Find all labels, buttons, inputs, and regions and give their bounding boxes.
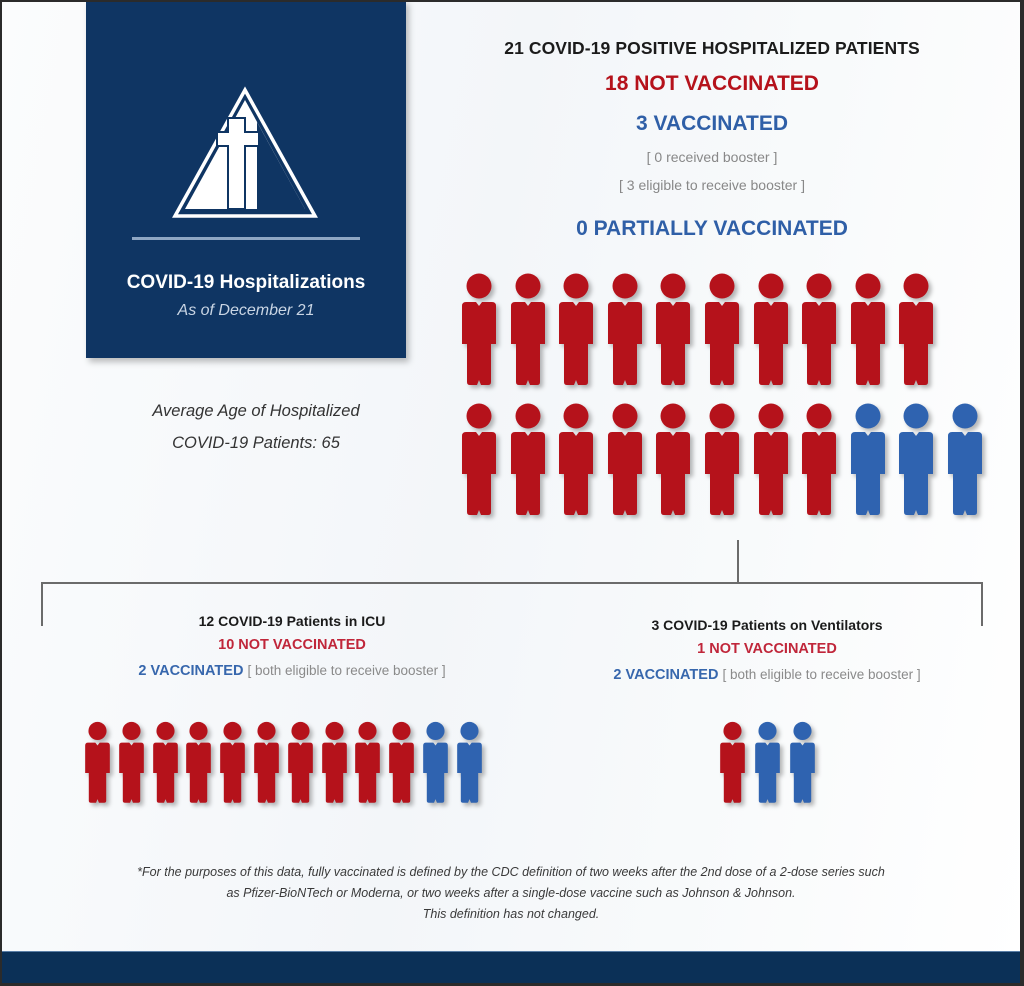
not-vaccinated-person-icon bbox=[320, 720, 349, 805]
not-vaccinated-person-icon bbox=[702, 272, 742, 387]
not-vaccinated-person-icon bbox=[605, 402, 645, 517]
icu-vaccinated-line bbox=[62, 658, 522, 683]
not-vaccinated-person-icon bbox=[218, 720, 247, 805]
not-vaccinated-person-icon bbox=[556, 402, 596, 517]
summary-not-vaccinated: 18 NOT VACCINATED bbox=[605, 72, 819, 95]
vaccinated-person-icon bbox=[788, 720, 817, 805]
not-vaccinated-person-icon bbox=[848, 272, 888, 387]
average-age-line1: Average Age of Hospitalized bbox=[152, 402, 360, 420]
icu-note: [ both eligible to receive booster ] bbox=[247, 663, 446, 678]
ventilators-note: [ both eligible to receive booster ] bbox=[722, 667, 921, 682]
ventilators-block bbox=[537, 614, 997, 687]
ventilators-vaccinated: 2 VACCINATED bbox=[613, 667, 719, 683]
icu-block bbox=[62, 610, 522, 683]
title-divider bbox=[132, 237, 360, 240]
icu-vaccinated: 2 VACCINATED bbox=[138, 663, 244, 679]
vaccinated-person-icon bbox=[455, 720, 484, 805]
summary-vaccinated: 3 VACCINATED bbox=[635, 112, 789, 135]
not-vaccinated-person-icon bbox=[896, 272, 936, 387]
not-vaccinated-person-icon bbox=[508, 402, 548, 517]
not-vaccinated-person-icon bbox=[653, 272, 693, 387]
not-vaccinated-person-icon bbox=[459, 272, 499, 387]
icu-title: 12 COVID-19 Patients in ICU bbox=[198, 613, 386, 629]
connector-horizontal bbox=[41, 582, 983, 584]
title-panel bbox=[86, 2, 406, 358]
ventilators-vaccinated-line bbox=[537, 662, 997, 687]
summary-partially-vaccinated: 0 PARTIALLY VACCINATED bbox=[576, 217, 848, 240]
not-vaccinated-person-icon bbox=[508, 272, 548, 387]
not-vaccinated-person-icon bbox=[718, 720, 747, 805]
not-vaccinated-person-icon bbox=[151, 720, 180, 805]
average-age-line2: COVID-19 Patients: 65 bbox=[172, 434, 340, 452]
not-vaccinated-person-icon bbox=[353, 720, 382, 805]
vaccinated-person-icon bbox=[896, 402, 936, 517]
vaccinated-person-icon bbox=[753, 720, 782, 805]
not-vaccinated-person-icon bbox=[653, 402, 693, 517]
summary-title: 21 COVID-19 POSITIVE HOSPITALIZED PATIENTS bbox=[504, 38, 920, 58]
ventilators-title: 3 COVID-19 Patients on Ventilators bbox=[651, 617, 883, 633]
not-vaccinated-person-icon bbox=[556, 272, 596, 387]
not-vaccinated-person-icon bbox=[286, 720, 315, 805]
vaccinated-person-icon bbox=[421, 720, 450, 805]
not-vaccinated-person-icon bbox=[799, 272, 839, 387]
not-vaccinated-person-icon bbox=[252, 720, 281, 805]
average-age bbox=[96, 395, 416, 459]
connector-stem bbox=[737, 540, 739, 584]
not-vaccinated-person-icon bbox=[751, 272, 791, 387]
page-subtitle: As of December 21 bbox=[177, 302, 315, 319]
footnote-line1: *For the purposes of this data, fully vaccinated is defined by the CDC definition of two weeks after the 2nd dose of a 2-dose series such bbox=[137, 865, 885, 879]
footer-bar bbox=[2, 951, 1020, 983]
not-vaccinated-person-icon bbox=[702, 402, 742, 517]
vaccinated-person-icon bbox=[945, 402, 985, 517]
not-vaccinated-person-icon bbox=[459, 402, 499, 517]
not-vaccinated-person-icon bbox=[83, 720, 112, 805]
not-vaccinated-person-icon bbox=[387, 720, 416, 805]
footnote-line3: This definition has not changed. bbox=[422, 907, 600, 921]
summary-booster-received: [ 0 received booster ] bbox=[646, 149, 778, 165]
not-vaccinated-person-icon bbox=[184, 720, 213, 805]
triangle-cross-logo bbox=[171, 86, 319, 221]
not-vaccinated-person-icon bbox=[751, 402, 791, 517]
not-vaccinated-person-icon bbox=[117, 720, 146, 805]
not-vaccinated-person-icon bbox=[605, 272, 645, 387]
footnote-line2: as Pfizer-BioNTech or Moderna, or two weeks after a single-dose vaccine such as Johnson & Johnson. bbox=[226, 886, 796, 900]
page-title: COVID-19 Hospitalizations bbox=[126, 272, 366, 293]
summary-booster-eligible: [ 3 eligible to receive booster ] bbox=[619, 177, 805, 193]
vaccinated-person-icon bbox=[848, 402, 888, 517]
connector-left-drop bbox=[41, 582, 43, 626]
infographic bbox=[2, 2, 1020, 983]
icu-not-vaccinated: 10 NOT VACCINATED bbox=[218, 637, 366, 653]
not-vaccinated-person-icon bbox=[799, 402, 839, 517]
ventilators-not-vaccinated: 1 NOT VACCINATED bbox=[697, 641, 837, 657]
footnote bbox=[32, 862, 990, 925]
